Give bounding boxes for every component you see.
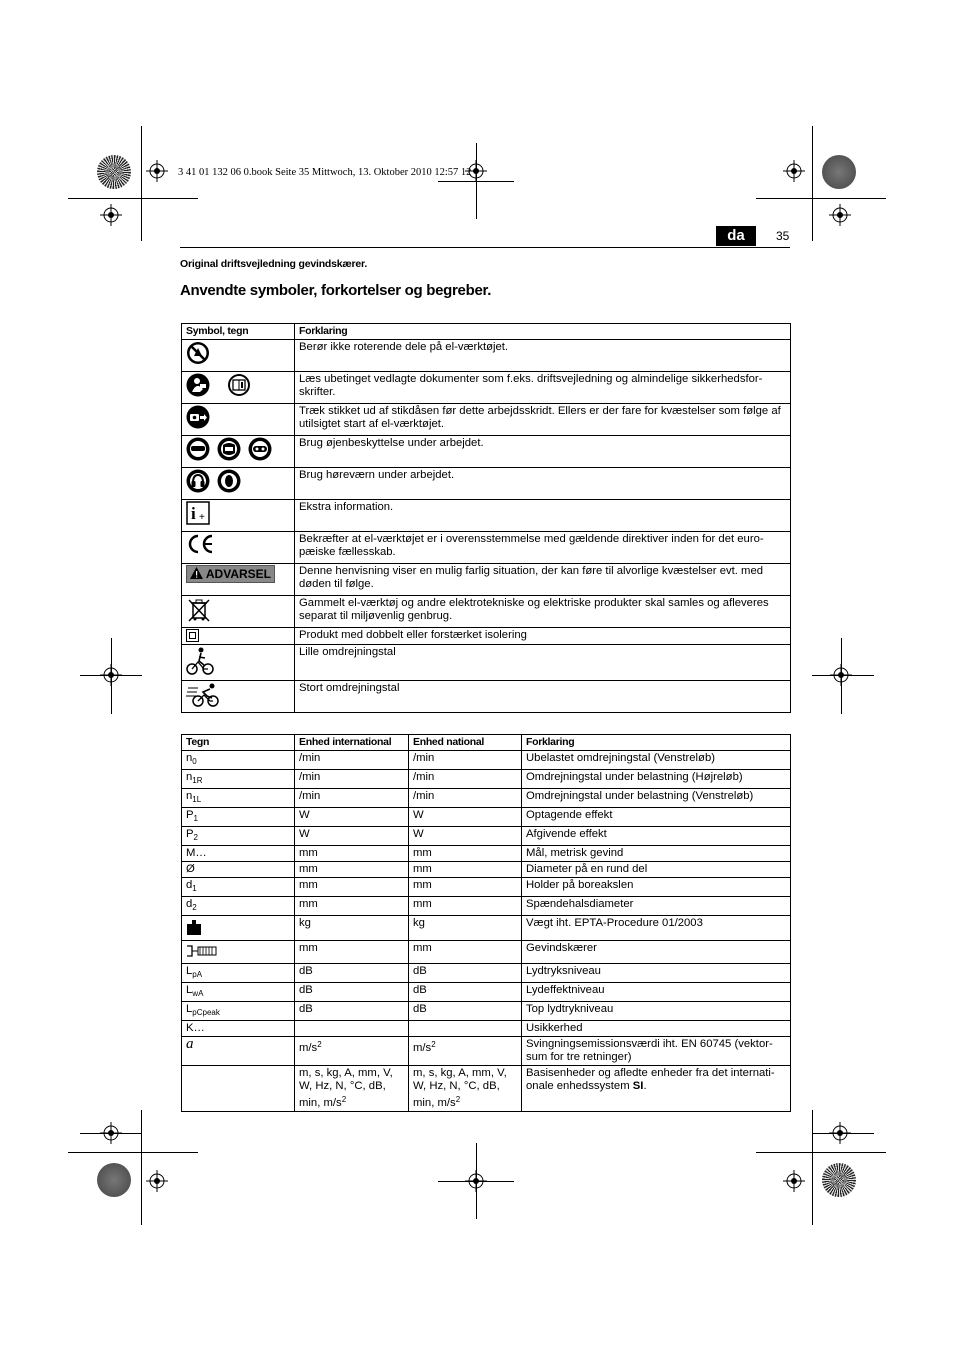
unit-intl-cell: mm: [295, 941, 409, 964]
unplug-icon: [186, 405, 210, 429]
explanation-cell: Mål, metrisk gevind: [522, 846, 791, 862]
unit-intl-cell: [295, 1021, 409, 1037]
registration-target: [783, 160, 805, 182]
unit-nat-cell: mm: [409, 897, 522, 916]
table-row: [182, 983, 791, 1002]
registration-target: [146, 160, 168, 182]
registration-target: [830, 664, 852, 686]
table-row: [182, 1002, 791, 1021]
unit-nat-cell: m, s, kg, A, mm, V, W, Hz, N, °C, dB, min, $m/s^2$: [409, 1066, 522, 1112]
registration-target: [829, 1122, 851, 1144]
symbol-cell: [182, 468, 295, 500]
explanation-cell: Holder på boreakslen: [522, 878, 791, 897]
table-row: [182, 564, 791, 596]
table-row: [182, 941, 791, 964]
table-row: [182, 916, 791, 941]
table-row: [182, 681, 791, 713]
unit-nat-cell: kg: [409, 916, 522, 941]
fast-cyclist-icon: [186, 682, 220, 708]
registration-dot: [97, 1163, 131, 1197]
explanation-cell: Bekræfter at el-værktøjet er i overensstemmelse med gældende direktiver inden for det euro-pæiske fællesskab.: [295, 532, 791, 564]
explanation-cell: Omdrejningstal under belastning (Højreløb): [522, 770, 791, 789]
sign-cell: $P_1$: [182, 808, 295, 827]
explanation-cell: Usikkerhed: [522, 1021, 791, 1037]
sign-cell: $P_2$: [182, 827, 295, 846]
unit-nat-cell: /min: [409, 770, 522, 789]
explanation-cell: Afgivende effekt: [522, 827, 791, 846]
unit-nat-cell: mm: [409, 846, 522, 862]
unit-nat-cell: W: [409, 827, 522, 846]
column-header: Forklaring: [522, 735, 791, 751]
symbol-cell: [182, 340, 295, 372]
table-row: [182, 340, 791, 372]
explanation-cell: Brug høreværn under arbejdet.: [295, 468, 791, 500]
unit-intl-cell: mm: [295, 862, 409, 878]
unit-intl-cell: W: [295, 808, 409, 827]
explanation-cell: Læs ubetinget vedlagte dokumenter som f.eks. driftsvejledning og almindelige sikkerhedsfor-skrifter.: [295, 372, 791, 404]
svg-text:+: +: [199, 512, 205, 523]
registration-target: [100, 204, 122, 226]
explanation-cell: Gevindskærer: [522, 941, 791, 964]
explanation-cell: Basisenheder og afledte enheder fra det internati-onale enhedssystem SI.: [522, 1066, 791, 1112]
symbol-cell: [182, 564, 295, 596]
table-row: [182, 596, 791, 628]
explanation-cell: Denne henvisning viser en mulig farlig situation, der kan føre til alvorlige kvæstelser evt. med døden til følge.: [295, 564, 791, 596]
symbol-cell: [182, 532, 295, 564]
table-row: [182, 897, 791, 916]
table-row: [182, 846, 791, 862]
unit-intl-cell: kg: [295, 916, 409, 941]
table-row: [182, 436, 791, 468]
sign-cell: $n_{1L}$: [182, 789, 295, 808]
table-header-row: [182, 735, 791, 751]
unit-intl-cell: mm: [295, 878, 409, 897]
sign-cell: [182, 1066, 295, 1112]
sign-cell: a: [182, 1037, 295, 1066]
registration-target: [146, 1170, 168, 1192]
symbol-cell: [182, 436, 295, 468]
symbol-cell: [182, 645, 295, 681]
page-number: 35: [776, 229, 790, 243]
eye-protection-icon: [186, 437, 210, 461]
unit-nat-cell: mm: [409, 941, 522, 964]
header-rule: [180, 247, 790, 248]
symbol-cell: [182, 596, 295, 628]
weee-bin-icon: [186, 597, 212, 623]
registration-target: [829, 204, 851, 226]
sign-cell: $L_{pCpeak}$: [182, 1002, 295, 1021]
symbol-cell: [182, 372, 295, 404]
sign-cell: $L_{wA}$: [182, 983, 295, 1002]
ear-protection-icon: [186, 469, 210, 493]
unit-intl-cell: /min: [295, 770, 409, 789]
unit-nat-cell: mm: [409, 878, 522, 897]
explanation-cell: Top lydtrykniveau: [522, 1002, 791, 1021]
registration-dot: [822, 1163, 856, 1197]
info-icon: [186, 501, 210, 525]
explanation-cell: Optagende effekt: [522, 808, 791, 827]
unit-nat-cell: $m/s^2$: [409, 1037, 522, 1066]
symbol-cell: [182, 500, 295, 532]
explanation-cell: Stort omdrejningstal: [295, 681, 791, 713]
unit-intl-cell: /min: [295, 789, 409, 808]
unit-nat-cell: W: [409, 808, 522, 827]
explanation-cell: Svingningsemissionsværdi iht. EN 60745 (vektor-sum for tre retninger): [522, 1037, 791, 1066]
unit-nat-cell: /min: [409, 751, 522, 770]
face-shield-icon: [217, 437, 241, 461]
ce-mark-icon: [186, 533, 216, 555]
unit-nat-cell: mm: [409, 862, 522, 878]
abbreviations-table: [181, 734, 791, 1112]
table-row: [182, 1021, 791, 1037]
explanation-cell: Omdrejningstal under belastning (Venstreløb): [522, 789, 791, 808]
sign-cell: $d_1$: [182, 878, 295, 897]
unit-intl-cell: dB: [295, 964, 409, 983]
sign-cell: $d_2$: [182, 897, 295, 916]
registration-dot: [822, 155, 856, 189]
symbol-cell: [182, 681, 295, 713]
unit-intl-cell: $m/s^2$: [295, 1037, 409, 1066]
double-insulation-icon: [186, 629, 199, 642]
table-row: [182, 468, 791, 500]
document-subtitle: Original driftsvejledning gevindskærer.: [180, 258, 368, 270]
registration-target: [465, 1170, 487, 1192]
book-info-line: 3 41 01 132 06 0.book Seite 35 Mittwoch, 13. Oktober 2010 12:57 12: [178, 167, 472, 178]
table-row: [182, 372, 791, 404]
unit-nat-cell: dB: [409, 964, 522, 983]
table-row: [182, 808, 791, 827]
registration-target: [100, 1122, 122, 1144]
unit-nat-cell: dB: [409, 1002, 522, 1021]
explanation-cell: Ekstra information.: [295, 500, 791, 532]
tap-icon: [186, 944, 218, 958]
sign-cell: M…: [182, 846, 295, 862]
table-header-row: [182, 324, 791, 340]
table-row: [182, 404, 791, 436]
unit-intl-cell: m, s, kg, A, mm, V, W, Hz, N, °C, dB, min, $m/s^2$: [295, 1066, 409, 1112]
table-row: [182, 751, 791, 770]
warning-badge: [186, 565, 275, 583]
book-icon: [227, 373, 251, 397]
explanation-cell: Ubelastet omdrejningstal (Venstreløb): [522, 751, 791, 770]
unit-intl-cell: dB: [295, 983, 409, 1002]
sign-cell: $n_0$: [182, 751, 295, 770]
table-row: [182, 827, 791, 846]
slow-cyclist-icon: [186, 646, 214, 676]
language-tab: da: [716, 226, 756, 246]
column-header: Forklaring: [295, 324, 791, 340]
table-row: [182, 964, 791, 983]
registration-target: [783, 1170, 805, 1192]
weight-icon: [186, 919, 202, 935]
unit-intl-cell: mm: [295, 897, 409, 916]
unit-intl-cell: W: [295, 827, 409, 846]
sign-cell: $n_{1R}$: [182, 770, 295, 789]
goggles-icon: [248, 437, 272, 461]
table-row: [182, 645, 791, 681]
table-row: [182, 628, 791, 645]
unit-intl-cell: dB: [295, 1002, 409, 1021]
no-rotating-parts-icon: [186, 341, 210, 365]
read-manual-icon: [186, 373, 210, 397]
table-row: [182, 878, 791, 897]
table-row: [182, 789, 791, 808]
table-row: [182, 770, 791, 789]
unit-intl-cell: /min: [295, 751, 409, 770]
explanation-cell: Vægt iht. EPTA-Procedure 01/2003: [522, 916, 791, 941]
explanation-cell: Diameter på en rund del: [522, 862, 791, 878]
table-row: [182, 500, 791, 532]
explanation-cell: Træk stikket ud af stikdåsen før dette arbejdsskridt. Ellers er der fare for kvæstelser som følge af utilsigtet start af el-værktøjet.: [295, 404, 791, 436]
unit-nat-cell: [409, 1021, 522, 1037]
symbols-table: [181, 323, 791, 713]
warning-triangle-icon: [190, 567, 203, 579]
sign-cell: Ø: [182, 862, 295, 878]
table-row: [182, 532, 791, 564]
table-row: [182, 1037, 791, 1066]
explanation-cell: Spændehalsdiameter: [522, 897, 791, 916]
svg-text:i: i: [191, 504, 196, 523]
sign-cell: [182, 916, 295, 941]
sign-cell: $L_{pA}$: [182, 964, 295, 983]
registration-target: [100, 664, 122, 686]
table-row: [182, 862, 791, 878]
explanation-cell: Lydeffektniveau: [522, 983, 791, 1002]
unit-nat-cell: dB: [409, 983, 522, 1002]
explanation-cell: Produkt med dobbelt eller forstærket isolering: [295, 628, 791, 645]
explanation-cell: Berør ikke roterende dele på el-værktøjet.: [295, 340, 791, 372]
symbol-cell: [182, 628, 295, 645]
symbol-cell: [182, 404, 295, 436]
registration-dot: [97, 155, 131, 189]
unit-nat-cell: /min: [409, 789, 522, 808]
explanation-cell: Lydtryksniveau: [522, 964, 791, 983]
explanation-cell: Brug øjenbeskyttelse under arbejdet.: [295, 436, 791, 468]
section-heading: Anvendte symboler, forkortelser og begreber.: [180, 282, 492, 299]
sign-cell: [182, 941, 295, 964]
column-header: Enhed international: [295, 735, 409, 751]
sign-cell: K…: [182, 1021, 295, 1037]
ear-protection-icon: [217, 469, 241, 493]
warning-badge-label: ADVARSEL: [205, 567, 272, 581]
column-header: Tegn: [182, 735, 295, 751]
explanation-cell: Gammelt el-værktøj og andre elektrotekniske og elektriske produkter skal samles og afleveres separat til miljøvenlig genbrug.: [295, 596, 791, 628]
unit-intl-cell: mm: [295, 846, 409, 862]
column-header: Enhed national: [409, 735, 522, 751]
column-header: Symbol, tegn: [182, 324, 295, 340]
explanation-cell: Lille omdrejningstal: [295, 645, 791, 681]
table-row: [182, 1066, 791, 1112]
